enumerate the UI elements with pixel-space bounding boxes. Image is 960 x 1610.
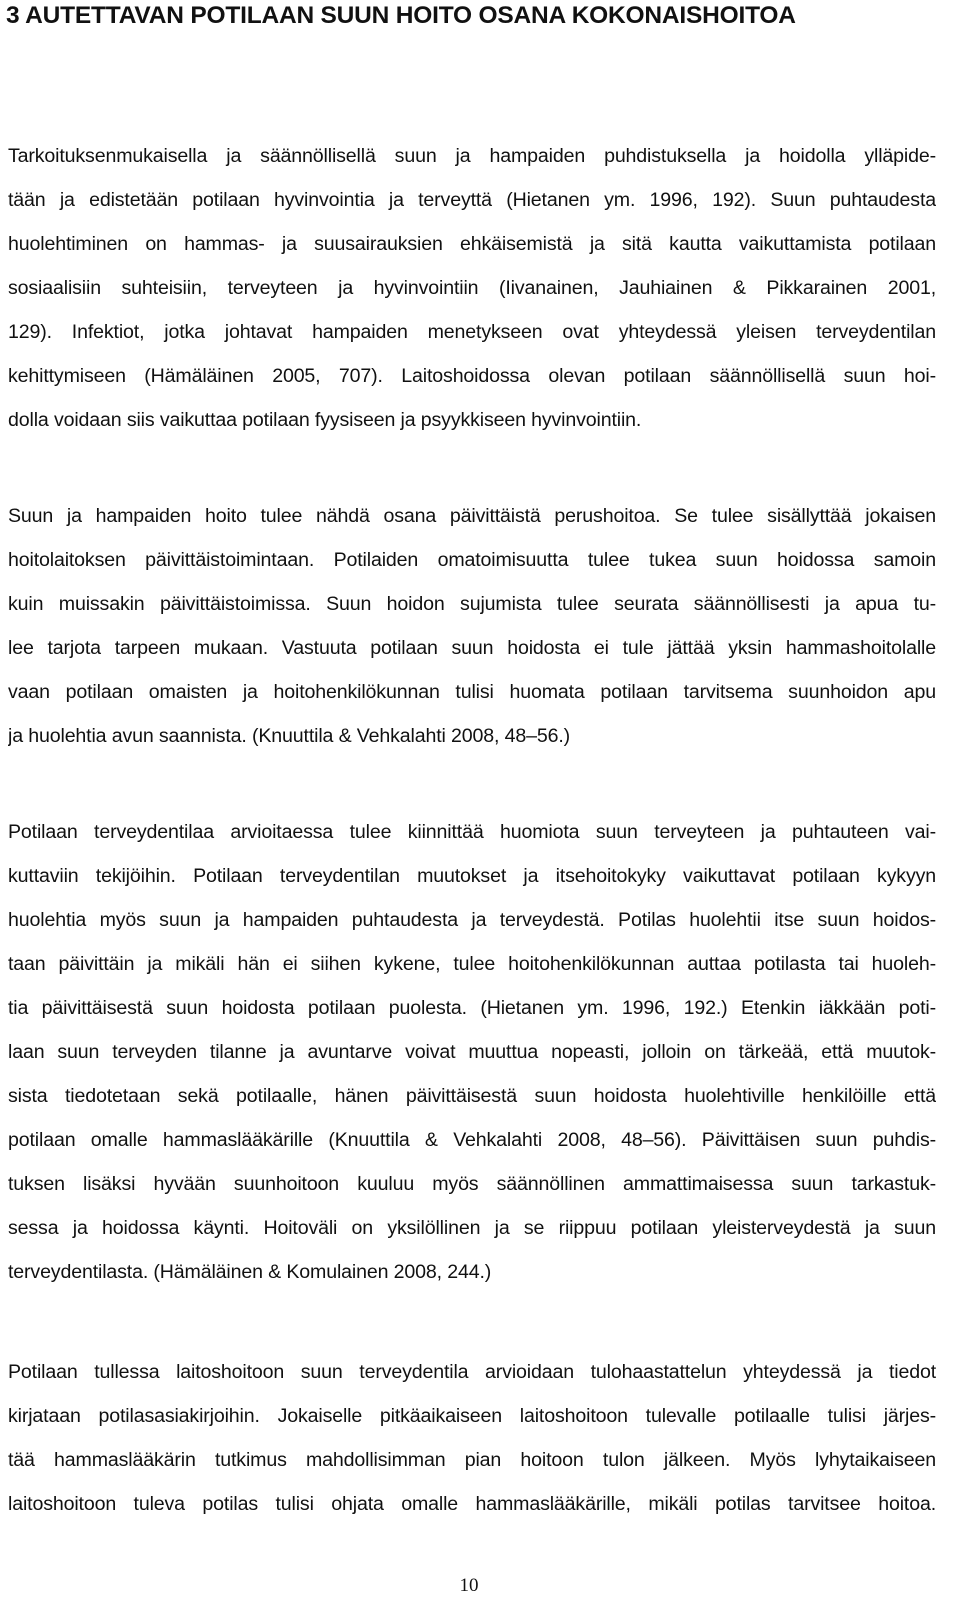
text-line: Potilaan terveydentilaa arvioitaessa tulee kiinnittää huomiota suun terveyteen ja puhtauteen vai-	[8, 821, 936, 843]
text-line: 129). Infektiot, jotka johtavat hampaiden menetykseen ovat yhteydessä yleisen terveydentilan	[8, 321, 936, 343]
text-line: Potilaan tullessa laitoshoitoon suun terveydentila arvioidaan tulohaastattelun yhteydessä ja tiedot	[8, 1361, 936, 1383]
text-line: Tarkoituksenmukaisella ja säännöllisellä suun ja hampaiden puhdistuksella ja hoidolla ylläpide-	[8, 145, 936, 167]
text-line: tuksen lisäksi hyvään suunhoitoon kuuluu myös säännöllinen ammattimaisessa suun tarkastuk-	[8, 1173, 936, 1195]
text-line: potilaan omalle hammaslääkärille (Knuuttila & Vehkalahti 2008, 48–56). Päivittäisen suun puhdis-	[8, 1129, 936, 1151]
text-line: lee tarjota tarpeen mukaan. Vastuuta potilaan suun hoidosta ei tule jättää yksin hammashoitolalle	[8, 637, 936, 659]
text-line: sosiaalisiin suhteisiin, terveyteen ja hyvinvointiin (Iivanainen, Jauhiainen & Pikkarainen 2001,	[8, 277, 936, 299]
text-line: kuin muissakin päivittäistoimissa. Suun hoidon sujumista tulee seurata säännöllisesti ja apua tu-	[8, 593, 936, 615]
paragraph-3	[8, 810, 936, 1294]
text-line: tään ja edistetään potilaan hyvinvointia ja terveyttä (Hietanen ym. 1996, 192). Suun puhtaudesta	[8, 189, 936, 211]
text-line: huolehtiminen on hammas- ja suusairauksien ehkäisemistä ja sitä kautta vaikuttamista potilaan	[8, 233, 936, 255]
text-line: kuttaviin tekijöihin. Potilaan terveydentilan muutokset ja itsehoitokyky vaikuttavat potilaan kykyyn	[8, 865, 936, 887]
text-line: ja huolehtia avun saannista. (Knuuttila & Vehkalahti 2008, 48–56.)	[8, 725, 570, 747]
text-line: sessa ja hoidossa käynti. Hoitoväli on yksilöllinen ja se riippuu potilaan yleisterveydestä ja suun	[8, 1217, 936, 1239]
text-line: laan suun terveyden tilanne ja avuntarve voivat muuttua nopeasti, jolloin on tärkeää, että muutok-	[8, 1041, 936, 1063]
text-line: taan päivittäin ja mikäli hän ei siihen kykene, tulee hoitohenkilökunnan auttaa potilasta tai huoleh-	[8, 953, 936, 975]
text-line: tia päivittäisestä suun hoidosta potilaan puolesta. (Hietanen ym. 1996, 192.) Etenkin iäkkään poti-	[8, 997, 936, 1019]
text-line: terveydentilasta. (Hämäläinen & Komulainen 2008, 244.)	[8, 1261, 492, 1283]
text-line: dolla voidaan siis vaikuttaa potilaan fyysiseen ja psyykkiseen hyvinvointiin.	[8, 409, 642, 431]
page-number: 10	[459, 1575, 479, 1596]
paragraph-2	[8, 494, 936, 758]
text-line: Suun ja hampaiden hoito tulee nähdä osana päivittäistä perushoitoa. Se tulee sisällyttää jokaisen	[8, 505, 936, 527]
text-line: sista tiedotetaan sekä potilaalle, hänen päivittäisestä suun hoidosta huolehtiville henkilöille että	[8, 1085, 936, 1107]
text-line: tää hammaslääkärin tutkimus mahdollisimman pian hoitoon tulon jälkeen. Myös lyhytaikaiseen	[8, 1449, 936, 1471]
paragraph-1	[8, 134, 936, 442]
text-line: kirjataan potilasasiakirjoihin. Jokaiselle pitkäaikaiseen laitoshoitoon tulevalle potilaalle tulisi järjes-	[8, 1405, 936, 1427]
text-line: hoitolaitoksen päivittäistoimintaan. Potilaiden omatoimisuutta tulee tukea suun hoidossa samoin	[8, 549, 936, 571]
section-heading: 3 AUTETTAVAN POTILAAN SUUN HOITO OSANA KOKONAISHOITOA	[6, 2, 796, 29]
text-line: vaan potilaan omaisten ja hoitohenkilökunnan tulisi huomata potilaan tarvitsema suunhoidon apu	[8, 681, 936, 703]
paragraph-4	[8, 1350, 936, 1526]
text-line: kehittymiseen (Hämäläinen 2005, 707). Laitoshoidossa olevan potilaan säännöllisellä suun hoi-	[8, 365, 936, 387]
text-line: huolehtia myös suun ja hampaiden puhtaudesta ja terveydestä. Potilas huolehtii itse suun hoidos-	[8, 909, 936, 931]
text-line: laitoshoitoon tuleva potilas tulisi ohjata omalle hammaslääkärille, mikäli potilas tarvitsee hoitoa.	[8, 1493, 936, 1515]
